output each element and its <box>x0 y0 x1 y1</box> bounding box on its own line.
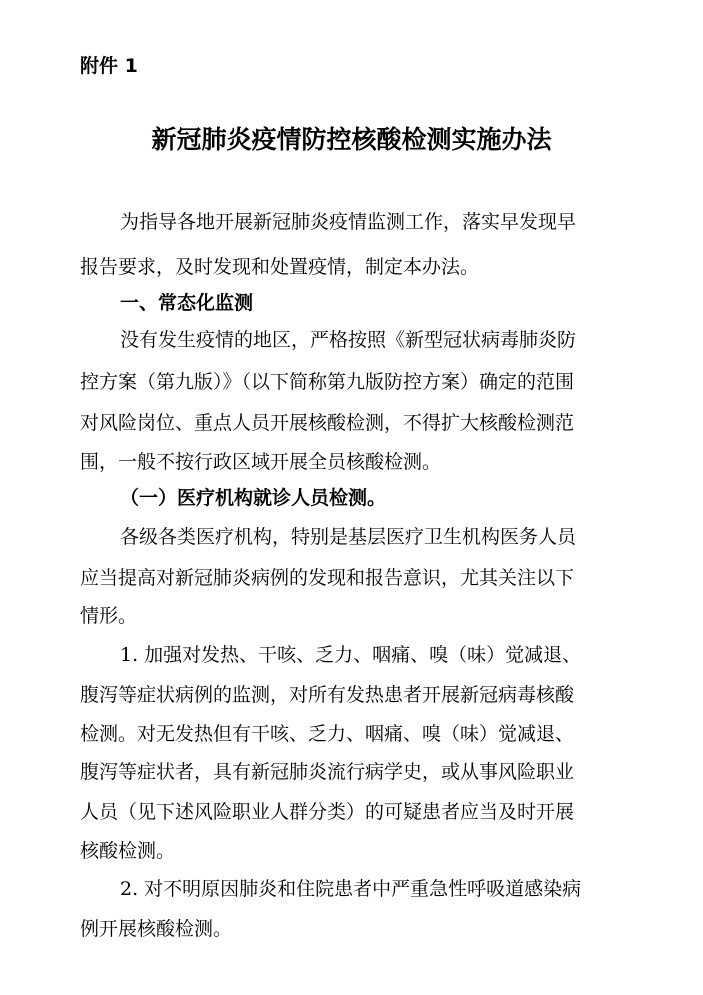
subsection-heading-1: （一）医疗机构就诊人员检测。 <box>120 487 387 509</box>
item2-line-2: 例开展核酸检测。 <box>80 918 233 940</box>
section1-para-line-3: 对风险岗位、重点人员开展核酸检测，不得扩大核酸检测范 <box>80 412 575 434</box>
attachment-label: 附件 1 <box>80 55 138 77</box>
section1-para-line-4: 围，一般不按行政区域开展全员核酸检测。 <box>80 451 442 473</box>
intro-line-1: 为指导各地开展新冠肺炎疫情监测工作，落实早发现早 <box>120 211 577 233</box>
item1-line-3: 检测。对无发热但有干咳、乏力、咽痛、嗅（味）觉减退、 <box>80 723 575 745</box>
document-title: 新冠肺炎疫情防控核酸检测实施办法 <box>151 125 552 154</box>
section1-para-line-2: 控方案（第九版）》（以下简称第九版防控方案）确定的范围 <box>80 371 575 393</box>
intro-line-2: 报告要求，及时发现和处置疫情，制定本办法。 <box>80 256 480 278</box>
item2-line-1: 2. 对不明原因肺炎和住院患者中严重急性呼吸道感染病 <box>120 878 582 900</box>
item1-line-5: 人员（见下述风险职业人群分类）的可疑患者应当及时开展 <box>80 801 575 823</box>
subsection1-para-line-2: 应当提高对新冠肺炎病例的发现和报告意识，尤其关注以下 <box>80 567 575 589</box>
item1-line-2: 腹泻等症状病例的监测，对所有发热患者开展新冠病毒核酸 <box>80 684 575 706</box>
item1-line-4: 腹泻等症状者，具有新冠肺炎流行病学史，或从事风险职业 <box>80 761 575 783</box>
section-heading-1: 一、常态化监测 <box>120 292 254 314</box>
section1-para-line-1: 没有发生疫情的地区，严格按照《新型冠状病毒肺炎防 <box>120 329 577 351</box>
subsection1-para-line-3: 情形。 <box>80 605 138 627</box>
subsection1-para-line-1: 各级各类医疗机构，特别是基层医疗卫生机构医务人员 <box>120 526 577 548</box>
item1-line-1: 1. 加强对发热、干咳、乏力、咽痛、嗅（味）觉减退、 <box>120 644 582 666</box>
item1-line-6: 核酸检测。 <box>80 840 176 862</box>
